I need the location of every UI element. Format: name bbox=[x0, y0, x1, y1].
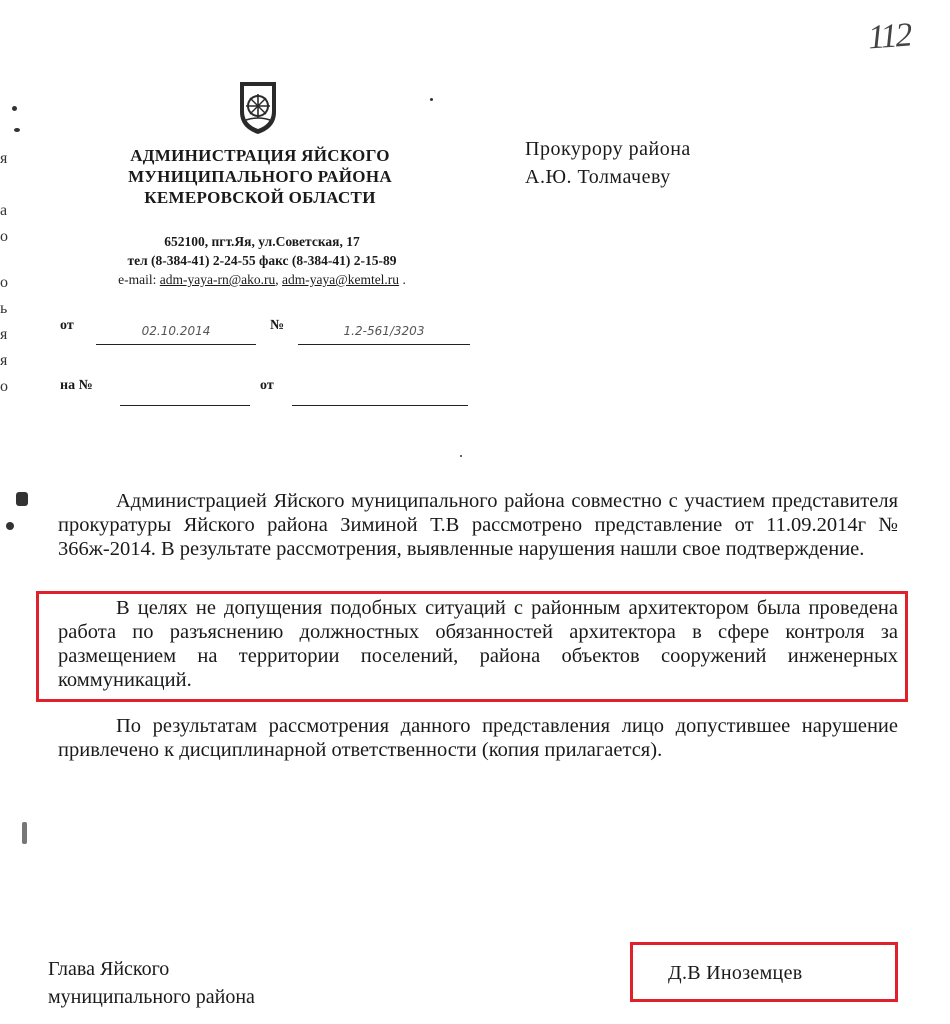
addressee-line: А.Ю. Толмачеву bbox=[525, 166, 671, 188]
email-label: e-mail: bbox=[118, 272, 157, 287]
body-paragraph-3: По результатам рассмотрения данного представления лицо допустившее нарушение привлечено к дисциплинарной ответственности (копия прилагается). bbox=[58, 715, 898, 761]
left-margin-fragments bbox=[0, 150, 18, 404]
email-end: . bbox=[402, 272, 406, 287]
margin-fragment: о bbox=[0, 378, 8, 395]
phones: тел (8-384-41) 2-24-55 факс (8-384-41) 2-15-89 bbox=[127, 253, 397, 268]
scan-speck bbox=[22, 822, 27, 844]
scan-speck bbox=[6, 522, 14, 530]
scan-speck bbox=[430, 98, 433, 101]
signer-title-line: Глава Яйского bbox=[48, 958, 170, 980]
org-name-line: КЕМЕРОВСКОЙ ОБЛАСТИ bbox=[144, 188, 376, 207]
on-from-label: от bbox=[260, 378, 274, 393]
margin-fragment: а bbox=[0, 202, 8, 219]
from-date-value: 02.10.2014 bbox=[96, 324, 256, 345]
page-number: 112 bbox=[866, 16, 912, 57]
margin-fragment: я bbox=[0, 150, 8, 167]
on-number-field bbox=[120, 385, 250, 406]
email-separator: , bbox=[275, 272, 279, 287]
scan-speck bbox=[12, 106, 17, 111]
on-number-label: на № bbox=[60, 378, 93, 393]
scan-speck bbox=[460, 455, 462, 457]
coat-of-arms-icon bbox=[236, 78, 280, 136]
contact-details bbox=[82, 232, 442, 289]
organization-header bbox=[100, 145, 420, 208]
signer-title bbox=[48, 955, 255, 1011]
email-link-secondary[interactable]: adm-yaya@kemtel.ru bbox=[282, 272, 400, 287]
addressee-line: Прокурору района bbox=[525, 138, 691, 160]
from-label: от bbox=[60, 318, 74, 333]
org-name-line: МУНИЦИПАЛЬНОГО РАЙОНА bbox=[128, 167, 392, 186]
number-label: № bbox=[270, 318, 285, 333]
highlight-box bbox=[36, 591, 908, 702]
margin-fragment: о bbox=[0, 274, 8, 291]
email-line bbox=[82, 270, 442, 289]
address: 652100, пгт.Яя, ул.Советская, 17 bbox=[164, 234, 360, 249]
scan-speck bbox=[14, 128, 20, 132]
addressee bbox=[525, 135, 691, 191]
scan-speck bbox=[16, 492, 28, 506]
margin-fragment: я bbox=[0, 326, 8, 343]
signatory-name: Д.В Иноземцев bbox=[668, 962, 803, 984]
body-paragraph-1: Администрацией Яйского муниципального района совместно с участием представителя прокуратуры Яйского района Зиминой Т.В рассмотрено представление от 11.09.2014г № 366ж-2014. В результате рассмотрения, выявленные нарушения нашли свое подтверждение. bbox=[58, 490, 898, 560]
signer-title-line: муниципального района bbox=[48, 986, 255, 1008]
number-value: 1.2-561/3203 bbox=[298, 324, 470, 345]
margin-fragment: о bbox=[0, 228, 8, 245]
on-from-field bbox=[292, 385, 468, 406]
email-link-primary[interactable]: adm-yaya-rn@ako.ru bbox=[159, 272, 276, 287]
margin-fragment: я bbox=[0, 352, 8, 369]
org-name-line: АДМИНИСТРАЦИЯ ЯЙСКОГО bbox=[130, 146, 390, 165]
body-paragraph-2: В целях не допущения подобных ситуаций с районным архитектором была проведена работа по разъяснению должностных обязанностей архитектора в сфере контроля за размещением на территории поселений, района объектов сооружений инженерных коммуникаций. bbox=[58, 597, 898, 691]
margin-fragment: ь bbox=[0, 300, 8, 317]
